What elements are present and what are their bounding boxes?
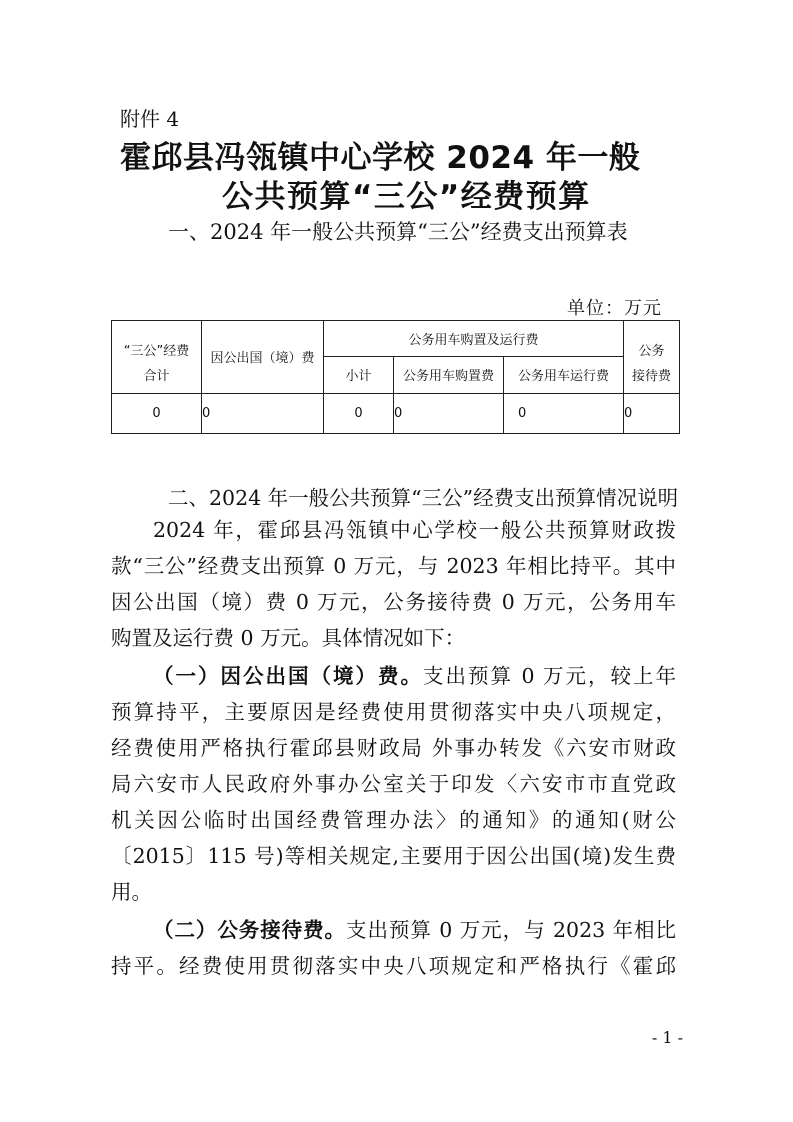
header-vehicle-group: 公务用车购置及运行费 xyxy=(324,321,624,357)
header-abroad: 因公出国（境）费 xyxy=(202,321,324,394)
value-abroad: 0 xyxy=(202,393,324,433)
page-number: - 1 - xyxy=(651,1028,683,1047)
header-reception-cell xyxy=(624,321,680,394)
paragraph-2-line: 〔2015〕115 号)等相关规定,主要用于因公出国(境)发生费 xyxy=(111,844,676,868)
paragraph-1-line: 2024 年，霍邱县冯瓴镇中心学校一般公共预算财政拨 xyxy=(153,518,676,542)
section-2-title: 二、2024 年一般公共预算“三公”经费支出预算情况说明 xyxy=(168,486,679,510)
paragraph-2-line: 机关因公临时出国经费管理办法〉的通知》的通知(财公 xyxy=(111,808,676,832)
paragraph-2-first-line xyxy=(111,658,676,694)
paragraph-2-line: 预算持平，主要原因是经费使用贯彻落实中央八项规定， xyxy=(111,700,676,724)
paragraph-2-heading: （一）因公出国（境）费。 xyxy=(153,664,423,688)
header-vehicle-operate: 公务用车运行费 xyxy=(504,357,624,393)
title-line-2: 公共预算“三公”经费预算 xyxy=(222,179,591,215)
unit-label: 单位：万元 xyxy=(567,298,662,319)
value-vehicle-purchase: 0 xyxy=(394,393,504,433)
header-vehicle-purchase: 公务用车购置费 xyxy=(394,357,504,393)
paragraph-2-line: 经费使用严格执行霍邱县财政局 外事办转发《六安市财政 xyxy=(111,736,676,760)
budget-table xyxy=(111,320,680,434)
header-reception-top: 公务 xyxy=(638,343,665,359)
paragraph-2-line: 用。 xyxy=(111,880,152,904)
header-total-cell xyxy=(112,321,202,394)
paragraph-1-line: 因公出国（境）费 0 万元，公务接待费 0 万元，公务用车 xyxy=(111,590,676,614)
header-total-top: “三公”经费 xyxy=(123,343,190,359)
header-total-bottom: 合计 xyxy=(143,368,170,384)
paragraph-3-heading: （二）公务接待费。 xyxy=(153,918,346,942)
value-total: 0 xyxy=(112,393,202,433)
header-reception-bottom: 接待费 xyxy=(631,368,671,384)
value-vehicle-operate: 0 xyxy=(504,393,624,433)
value-subtotal: 0 xyxy=(324,393,394,433)
title-line-1: 霍邱县冯瓴镇中心学校 2024 年一般 xyxy=(120,140,641,176)
attachment-label: 附件 4 xyxy=(120,107,180,131)
header-subtotal: 小计 xyxy=(324,357,394,393)
paragraph-3-line: 持平。经费使用贯彻落实中央八项规定和严格执行《霍邱 xyxy=(111,954,676,978)
paragraph-3-text: 支出预算 0 万元，与 2023 年相比 xyxy=(346,918,676,942)
paragraph-2-text: 支出预算 0 万元，较上年 xyxy=(422,664,677,688)
paragraph-1-line: 购置及运行费 0 万元。具体情况如下： xyxy=(111,626,466,650)
paragraph-2-line: 局六安市人民政府外事办公室关于印发〈六安市市直党政 xyxy=(111,772,676,796)
paragraph-1-line: 款“三公”经费支出预算 0 万元，与 2023 年相比持平。其中 xyxy=(111,554,676,578)
section-1-title: 一、2024 年一般公共预算“三公”经费支出预算表 xyxy=(168,220,628,244)
value-reception: 0 xyxy=(624,393,680,433)
paragraph-3-first-line xyxy=(111,912,676,948)
